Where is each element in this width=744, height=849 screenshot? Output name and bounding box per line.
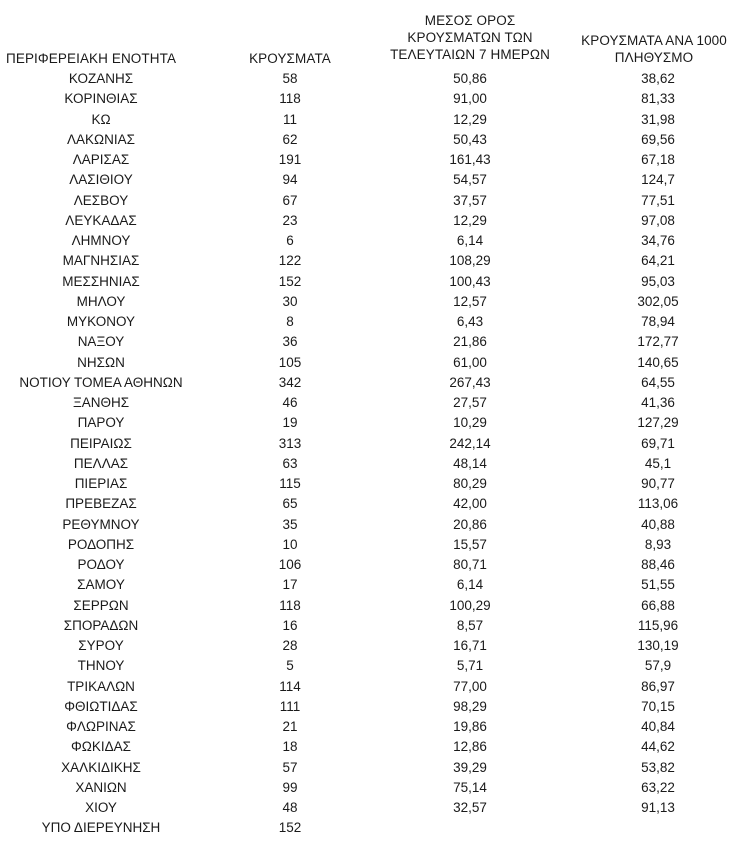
avg7-cell: 12,86 [453, 739, 487, 755]
per1000-cell: 124,7 [641, 172, 675, 188]
per1000-cell: 78,94 [641, 314, 675, 329]
cases-cell: 36 [282, 334, 298, 350]
cases-cell: 114 [279, 678, 301, 694]
region-cell: ΠΕΛΛΑΣ [73, 455, 129, 471]
avg7-cell: 10,29 [453, 415, 487, 431]
table-row [0, 575, 744, 595]
region-cell: ΦΘΙΩΤΙΔΑΣ [64, 698, 138, 714]
region-cell: ΞΑΝΘΗΣ [72, 395, 130, 410]
region-cell: ΡΟΔΟΠΗΣ [67, 536, 135, 552]
region-cell: ΧΙΟΥ [85, 800, 117, 815]
region-cell: ΣΥΡΟΥ [78, 638, 124, 653]
region-cell: ΠΡΕΒΕΖΑΣ [65, 496, 137, 512]
region-cell: ΛΕΣΒΟΥ [73, 192, 129, 208]
cases-cell: 118 [279, 597, 301, 613]
region-cell: ΣΠΟΡΑΔΩΝ [63, 617, 139, 633]
avg7-cell: 8,57 [456, 617, 484, 633]
table-row [0, 818, 744, 838]
cases-cell: 17 [282, 577, 298, 593]
table-row [0, 434, 744, 454]
column-header-per1000 [564, 32, 744, 66]
per1000-cell: 69,56 [641, 131, 675, 147]
table-row [0, 697, 744, 717]
cases-cell: 48 [282, 800, 298, 815]
per1000-cell: 77,51 [641, 192, 675, 208]
cases-cell: 115 [279, 476, 301, 491]
cases-cell: 122 [278, 253, 302, 269]
table-row [0, 413, 744, 433]
per1000-cell: 40,88 [641, 516, 675, 532]
per1000-cell: 69,71 [641, 435, 675, 451]
region-cell: ΤΡΙΚΑΛΩΝ [67, 678, 135, 694]
per1000-cell: 91,13 [641, 800, 675, 815]
table-row [0, 717, 744, 737]
cases-cell: 58 [282, 71, 298, 86]
per1000-cell: 41,36 [641, 395, 675, 410]
avg7-cell: 98,29 [453, 698, 487, 714]
cases-cell: 16 [282, 617, 298, 633]
cases-cell: 5 [286, 658, 294, 674]
table-row [0, 656, 744, 676]
table-row [0, 272, 744, 292]
cases-cell: 6 [286, 233, 294, 248]
region-cell: ΛΑΣΙΘΙΟΥ [69, 172, 133, 188]
column-header-avg7-line3: ΤΕΛΕΥΤΑΙΩΝ 7 ΗΜΕΡΩΝ [390, 47, 550, 62]
avg7-cell: 50,43 [453, 131, 487, 147]
per1000-cell: 70,15 [641, 698, 675, 714]
table-row [0, 636, 744, 656]
avg7-cell: 37,57 [453, 192, 487, 208]
column-header-region-label: ΠΕΡΙΦΕΡΕΙΑΚΗ ΕΝΟΤΗΤΑ [6, 51, 177, 66]
column-header-per1000-line1: ΚΡΟΥΣΜΑΤΑ ΑΝΑ 1000 [581, 33, 727, 48]
per1000-cell: 34,76 [641, 233, 675, 248]
cases-cell: 342 [278, 374, 302, 390]
table-row [0, 555, 744, 575]
region-cell: ΚΟΖΑΝΗΣ [68, 71, 134, 86]
cases-cell: 46 [282, 395, 298, 410]
region-cell: ΛΗΜΝΟΥ [71, 233, 131, 248]
table-body [0, 69, 744, 839]
per1000-cell: 53,82 [641, 759, 675, 775]
per1000-cell: 113,06 [637, 496, 679, 512]
table-row [0, 737, 744, 757]
cases-cell: 30 [282, 293, 298, 309]
region-cell: ΣΕΡΡΩΝ [73, 597, 129, 613]
column-header-per1000-line2: ΠΛΗΘΥΣΜΟ [614, 50, 694, 65]
region-cell: ΜΥΚΟΝΟΥ [66, 314, 136, 329]
avg7-cell: 39,29 [453, 759, 487, 775]
cases-cell: 18 [282, 739, 298, 755]
table-row [0, 677, 744, 697]
avg7-cell: 100,43 [449, 273, 491, 289]
table-row [0, 89, 744, 109]
region-cell: ΣΑΜΟΥ [77, 577, 125, 593]
per1000-cell: 115,96 [637, 617, 679, 633]
table-row [0, 474, 744, 494]
cases-cell: 105 [278, 354, 302, 370]
avg7-cell: 48,14 [453, 455, 487, 471]
region-cell: ΝΟΤΙΟΥ ΤΟΜΕΑ ΑΘΗΝΩΝ [19, 374, 183, 390]
per1000-cell: 44,62 [641, 739, 675, 755]
avg7-cell: 161,43 [449, 152, 491, 167]
column-header-region [6, 50, 206, 67]
table-row [0, 211, 744, 231]
region-cell: ΜΗΛΟΥ [76, 293, 126, 309]
table-row [0, 130, 744, 150]
avg7-cell: 32,57 [453, 800, 487, 815]
table-row [0, 616, 744, 636]
avg7-cell: 12,29 [453, 212, 487, 228]
per1000-cell: 64,21 [641, 253, 675, 269]
per1000-cell: 95,03 [641, 273, 675, 289]
region-cell: ΚΟΡΙΝΘΙΑΣ [64, 91, 138, 107]
cases-cell: 8 [286, 314, 294, 329]
cases-cell: 11 [282, 111, 297, 127]
column-header-avg7-line2: ΚΡΟΥΣΜΑΤΩΝ ΤΩΝ [407, 30, 533, 45]
table-row [0, 170, 744, 190]
table-row [0, 312, 744, 332]
per1000-cell: 40,84 [641, 719, 675, 734]
per1000-cell: 66,88 [641, 597, 675, 613]
per1000-cell: 57,9 [644, 658, 672, 674]
avg7-cell: 61,00 [453, 354, 487, 370]
cases-cell: 118 [279, 91, 301, 107]
region-cell: ΚΩ [91, 111, 111, 127]
per1000-cell: 88,46 [641, 557, 675, 572]
cases-cell: 106 [278, 557, 302, 572]
table-row [0, 251, 744, 271]
avg7-cell: 267,43 [449, 374, 491, 390]
region-cell: ΛΑΚΩΝΙΑΣ [67, 131, 135, 147]
table-row [0, 373, 744, 393]
region-cell: ΝΗΣΩΝ [77, 354, 125, 370]
table-row [0, 758, 744, 778]
per1000-cell: 45,1 [644, 455, 672, 471]
avg7-cell: 100,29 [449, 597, 491, 613]
avg7-cell: 80,71 [453, 557, 487, 572]
avg7-cell: 12,29 [453, 111, 487, 127]
per1000-cell: 302,05 [637, 293, 679, 309]
cases-cell: 10 [282, 536, 298, 552]
per1000-cell: 86,97 [641, 678, 675, 694]
cases-cell: 57 [282, 759, 298, 775]
table-row [0, 292, 744, 312]
table-row [0, 150, 744, 170]
cases-cell: 23 [282, 212, 298, 228]
per1000-cell: 140,65 [637, 354, 679, 370]
column-header-avg7-line1: ΜΕΣΟΣ ΟΡΟΣ [424, 13, 516, 28]
region-cell: ΦΛΩΡΙΝΑΣ [66, 719, 136, 734]
cases-cell: 63 [282, 455, 298, 471]
avg7-cell: 6,14 [456, 233, 484, 248]
per1000-cell: 97,08 [641, 212, 675, 228]
avg7-cell: 16,71 [453, 638, 487, 653]
table-row [0, 231, 744, 251]
cases-cell: 65 [282, 496, 298, 512]
avg7-cell: 15,57 [453, 536, 487, 552]
cases-cell: 62 [282, 131, 298, 147]
cases-cell: 67 [282, 192, 298, 208]
avg7-cell: 91,00 [453, 91, 487, 107]
cases-cell: 21 [282, 719, 298, 734]
region-cell: ΧΑΛΚΙΔΙΚΗΣ [61, 759, 141, 775]
per1000-cell: 31,98 [641, 111, 675, 127]
per1000-cell: 172,77 [637, 334, 679, 350]
region-cell: ΛΑΡΙΣΑΣ [72, 152, 130, 167]
region-cell: ΦΩΚΙΔΑΣ [71, 739, 131, 755]
per1000-cell: 38,62 [641, 71, 675, 86]
table-row [0, 110, 744, 130]
avg7-cell: 42,00 [453, 496, 487, 512]
region-cell: ΛΕΥΚΑΔΑΣ [65, 212, 137, 228]
region-cell: ΝΑΞΟΥ [77, 334, 125, 350]
cases-cell: 111 [279, 698, 301, 714]
avg7-cell: 108,29 [449, 253, 491, 269]
cases-cell: 94 [282, 172, 298, 188]
table-row [0, 515, 744, 535]
region-cell: ΡΕΘΥΜΝΟΥ [62, 516, 140, 532]
region-cell: ΥΠΟ ΔΙΕΡΕΥΝΗΣΗ [41, 820, 161, 836]
column-header-cases [238, 50, 342, 67]
region-cell: ΡΟΔΟΥ [77, 557, 125, 572]
region-cell: ΠΕΙΡΑΙΩΣ [70, 435, 132, 451]
avg7-cell: 19,86 [453, 719, 487, 734]
cases-cell: 35 [282, 516, 298, 532]
per1000-cell: 63,22 [641, 779, 675, 795]
table-row [0, 332, 744, 352]
table-row [0, 393, 744, 413]
per1000-cell: 90,77 [641, 476, 675, 491]
cases-cell: 313 [278, 435, 302, 451]
table-row [0, 778, 744, 798]
region-cell: ΧΑΝΙΩΝ [75, 779, 127, 795]
cases-cell: 19 [282, 415, 298, 431]
per1000-cell: 64,55 [641, 374, 675, 390]
per1000-cell: 130,19 [637, 638, 679, 653]
avg7-cell: 242,14 [449, 435, 491, 451]
region-cell: ΠΑΡΟΥ [77, 415, 125, 431]
table-row [0, 69, 744, 89]
cases-cell: 28 [282, 638, 298, 653]
avg7-cell: 80,29 [453, 476, 487, 491]
cases-cell: 99 [282, 779, 298, 795]
per1000-cell: 67,18 [641, 152, 675, 167]
cases-cell: 191 [278, 152, 302, 167]
table-row [0, 596, 744, 616]
table-row [0, 494, 744, 514]
table-row [0, 535, 744, 555]
column-header-avg7 [380, 12, 560, 63]
region-cell: ΤΗΝΟΥ [77, 658, 125, 674]
cases-cell: 152 [278, 820, 302, 836]
per1000-cell: 127,29 [637, 415, 679, 431]
table-row [0, 454, 744, 474]
avg7-cell: 5,71 [456, 658, 484, 674]
region-cell: ΜΕΣΣΗΝΙΑΣ [62, 273, 140, 289]
per1000-cell: 51,55 [641, 577, 675, 593]
per1000-cell: 8,93 [644, 536, 672, 552]
avg7-cell: 75,14 [453, 779, 487, 795]
avg7-cell: 27,57 [453, 395, 487, 410]
column-header-cases-label: ΚΡΟΥΣΜΑΤΑ [249, 51, 331, 66]
avg7-cell: 6,43 [456, 314, 484, 329]
avg7-cell: 77,00 [453, 678, 487, 694]
avg7-cell: 20,86 [453, 516, 487, 532]
table-row [0, 191, 744, 211]
region-cell: ΠΙΕΡΙΑΣ [74, 476, 128, 491]
table-row [0, 353, 744, 373]
avg7-cell: 54,57 [453, 172, 487, 188]
avg7-cell: 12,57 [453, 293, 487, 309]
per1000-cell: 81,33 [641, 91, 675, 107]
avg7-cell: 21,86 [453, 334, 487, 350]
avg7-cell: 6,14 [456, 577, 484, 593]
table-row [0, 798, 744, 818]
region-cell: ΜΑΓΝΗΣΙΑΣ [62, 253, 140, 269]
cases-cell: 152 [278, 273, 302, 289]
avg7-cell: 50,86 [453, 71, 487, 86]
table-header [0, 0, 744, 70]
